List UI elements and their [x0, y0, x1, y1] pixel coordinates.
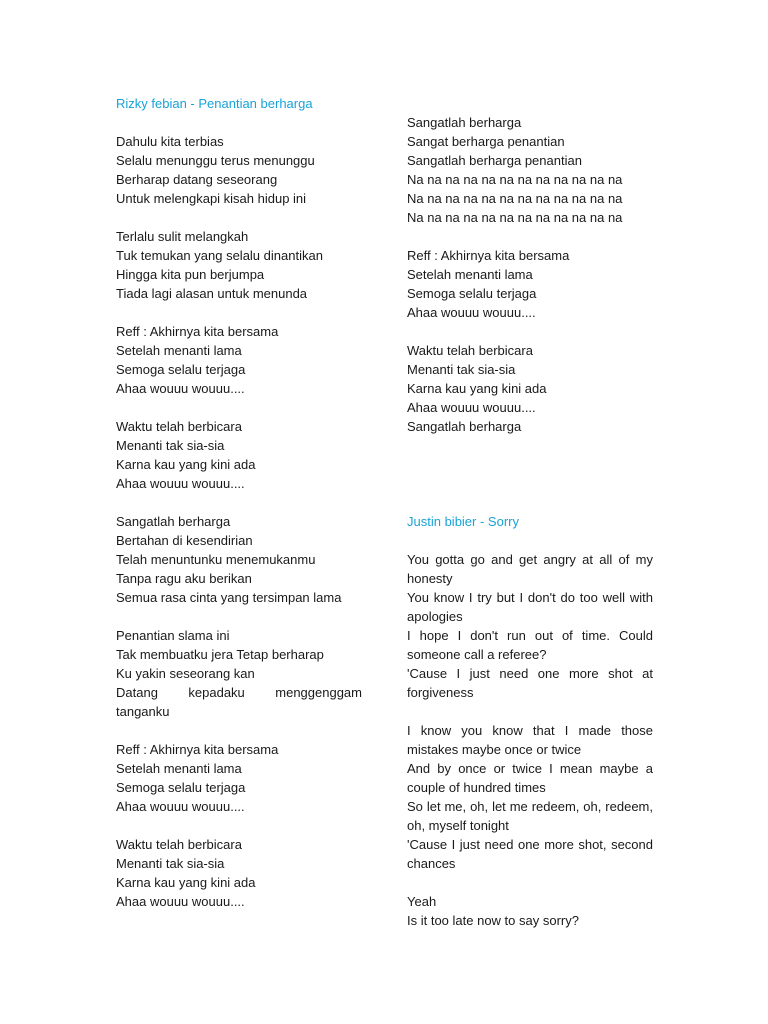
blank-line — [116, 721, 362, 740]
lyric-line: Tuk temukan yang selalu dinantikan — [116, 248, 323, 263]
lyric-line: Karna kau yang kini ada — [407, 381, 547, 396]
lyric-line: Ahaa wouuu wouuu.... — [116, 476, 245, 491]
blank-line — [116, 113, 362, 132]
left-column — [116, 94, 362, 911]
lyric-line: Ahaa wouuu wouuu.... — [116, 894, 245, 909]
blank-line — [407, 227, 653, 246]
lyric-line: 'Cause I just need one more shot at forgiveness — [407, 666, 653, 700]
lyric-line: Tak membuatku jera Tetap berharap — [116, 647, 324, 662]
lyric-line: Ahaa wouuu wouuu.... — [116, 381, 245, 396]
lyric-line: Semua rasa cinta yang tersimpan lama — [116, 590, 342, 605]
lyric-line: Sangatlah berharga — [116, 514, 231, 529]
lyric-line: Setelah menanti lama — [116, 761, 242, 776]
lyric-line: Semoga selalu terjaga — [116, 362, 246, 377]
lyric-line: Menanti tak sia-sia — [116, 438, 225, 453]
lyric-line: Sangatlah berharga — [407, 419, 522, 434]
lyric-line: 'Cause I just need one more shot, second chances — [407, 837, 653, 871]
lyric-line: So let me, oh, let me redeem, oh, redeem, oh, myself tonight — [407, 799, 653, 833]
lyric-line: Waktu telah berbicara — [407, 343, 533, 358]
blank-line — [116, 816, 362, 835]
blank-line — [407, 322, 653, 341]
lyric-line: Is it too late now to say sorry? — [407, 913, 579, 928]
lyric-line: Dahulu kita terbias — [116, 134, 224, 149]
lyric-line: Waktu telah berbicara — [116, 837, 242, 852]
blank-line — [407, 531, 653, 550]
lyric-line: You gotta go and get angry at all of my honesty — [407, 552, 653, 586]
lyric-line: Yeah — [407, 894, 437, 909]
lyric-line: Sangatlah berharga — [407, 115, 522, 130]
lyric-line: And by once or twice I mean maybe a couple of hundred times — [407, 761, 653, 795]
lyric-line: Reff : Akhirnya kita bersama — [407, 248, 570, 263]
lyric-line: Semoga selalu terjaga — [116, 780, 246, 795]
lyric-line: Datang kepadaku menggenggam tanganku — [116, 685, 362, 719]
lyric-line: Semoga selalu terjaga — [407, 286, 537, 301]
lyric-line: Menanti tak sia-sia — [116, 856, 225, 871]
blank-line — [116, 303, 362, 322]
lyric-line: I know you know that I made those mistakes maybe once or twice — [407, 723, 653, 757]
blank-line — [116, 607, 362, 626]
lyric-line: Na na na na na na na na na na na na — [407, 210, 623, 225]
song-title-penantian-berharga: Rizky febian - Penantian berharga — [116, 96, 313, 111]
lyric-line: Telah menuntunku menemukanmu — [116, 552, 316, 567]
lyric-line: Setelah menanti lama — [407, 267, 533, 282]
lyric-line: Setelah menanti lama — [116, 343, 242, 358]
lyric-line: Untuk melengkapi kisah hidup ini — [116, 191, 307, 206]
lyric-line: Tanpa ragu aku berikan — [116, 571, 252, 586]
lyric-line: I hope I don't run out of time. Could someone call a referee? — [407, 628, 653, 662]
lyric-line: Ahaa wouuu wouuu.... — [116, 799, 245, 814]
lyric-line: Hingga kita pun berjumpa — [116, 267, 265, 282]
blank-gap — [407, 436, 653, 512]
lyric-line: Waktu telah berbicara — [116, 419, 242, 434]
lyric-line: Tiada lagi alasan untuk menunda — [116, 286, 308, 301]
lyric-line: Karna kau yang kini ada — [116, 457, 256, 472]
right-column — [407, 113, 653, 930]
blank-line — [116, 493, 362, 512]
lyric-line: Menanti tak sia-sia — [407, 362, 516, 377]
lyric-line: Ahaa wouuu wouuu.... — [407, 305, 536, 320]
blank-line — [116, 208, 362, 227]
lyric-line: Na na na na na na na na na na na na — [407, 191, 623, 206]
blank-line — [407, 702, 653, 721]
lyric-line: Selalu menunggu terus menunggu — [116, 153, 315, 168]
lyric-line: Ahaa wouuu wouuu.... — [407, 400, 536, 415]
lyric-line: Bertahan di kesendirian — [116, 533, 253, 548]
lyric-line: Karna kau yang kini ada — [116, 875, 256, 890]
lyric-line: Penantian slama ini — [116, 628, 230, 643]
lyric-line: Berharap datang seseorang — [116, 172, 278, 187]
lyric-line: Ku yakin seseorang kan — [116, 666, 255, 681]
song-title-sorry: Justin bibier - Sorry — [407, 514, 519, 529]
lyric-line: Reff : Akhirnya kita bersama — [116, 742, 279, 757]
lyric-line: Sangatlah berharga penantian — [407, 153, 582, 168]
lyric-line: You know I try but I don't do too well with apologies — [407, 590, 653, 624]
blank-line — [116, 398, 362, 417]
blank-line — [407, 873, 653, 892]
lyric-line: Sangat berharga penantian — [407, 134, 565, 149]
lyric-line: Reff : Akhirnya kita bersama — [116, 324, 279, 339]
lyric-line: Na na na na na na na na na na na na — [407, 172, 623, 187]
lyric-line: Terlalu sulit melangkah — [116, 229, 249, 244]
